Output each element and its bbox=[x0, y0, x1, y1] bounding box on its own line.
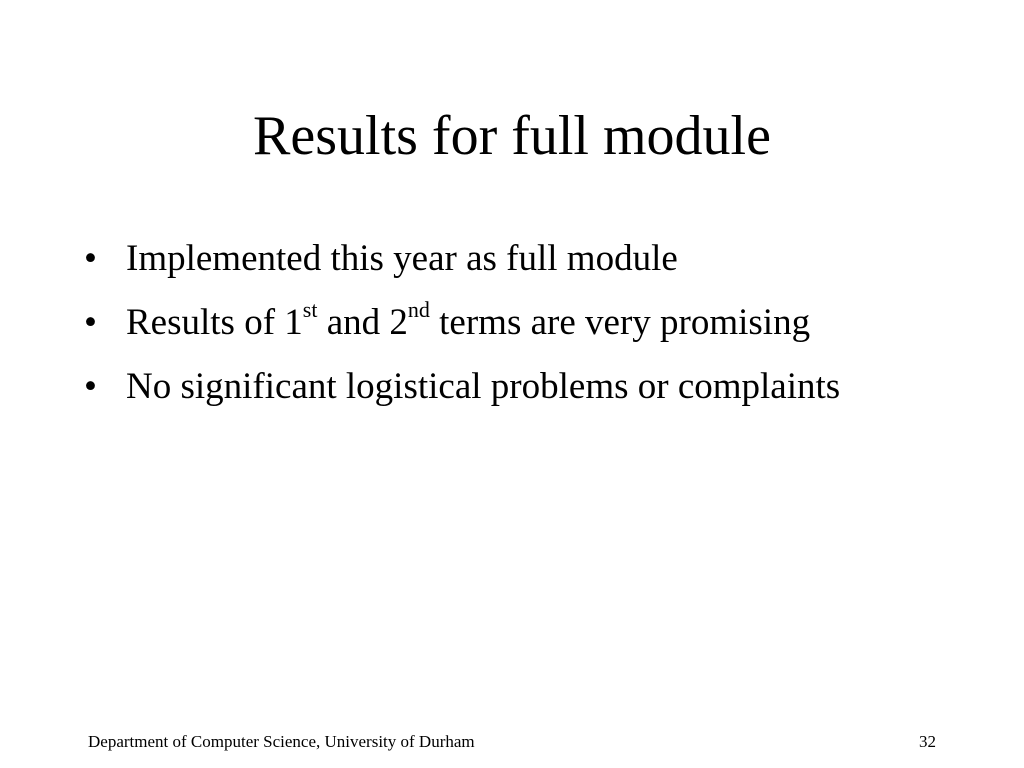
bullet-icon: • bbox=[84, 366, 97, 407]
footer-department: Department of Computer Science, University of Durham bbox=[88, 732, 475, 751]
bullet-item-implemented bbox=[84, 232, 844, 285]
slide-title: Results for full module bbox=[253, 105, 771, 167]
slide-page-number: 32 bbox=[919, 732, 936, 751]
ordinal-superscript: st bbox=[302, 296, 318, 322]
bullet-text: Implemented this year as full module bbox=[126, 238, 678, 279]
bullet-text bbox=[126, 296, 811, 343]
bullet-icon: • bbox=[84, 302, 97, 343]
ordinal-superscript: nd bbox=[407, 296, 430, 322]
bullet-item-results bbox=[84, 296, 844, 349]
bullet-text-part: terms are very promising bbox=[429, 302, 811, 343]
bullet-list bbox=[84, 232, 844, 424]
bullet-item-no-problems bbox=[84, 360, 844, 413]
bullet-icon: • bbox=[84, 238, 97, 279]
bullet-text: No significant logistical problems or complaints bbox=[126, 366, 841, 407]
bullet-text-part: and 2 bbox=[317, 302, 408, 343]
bullet-text-part: Results of 1 bbox=[126, 302, 303, 343]
